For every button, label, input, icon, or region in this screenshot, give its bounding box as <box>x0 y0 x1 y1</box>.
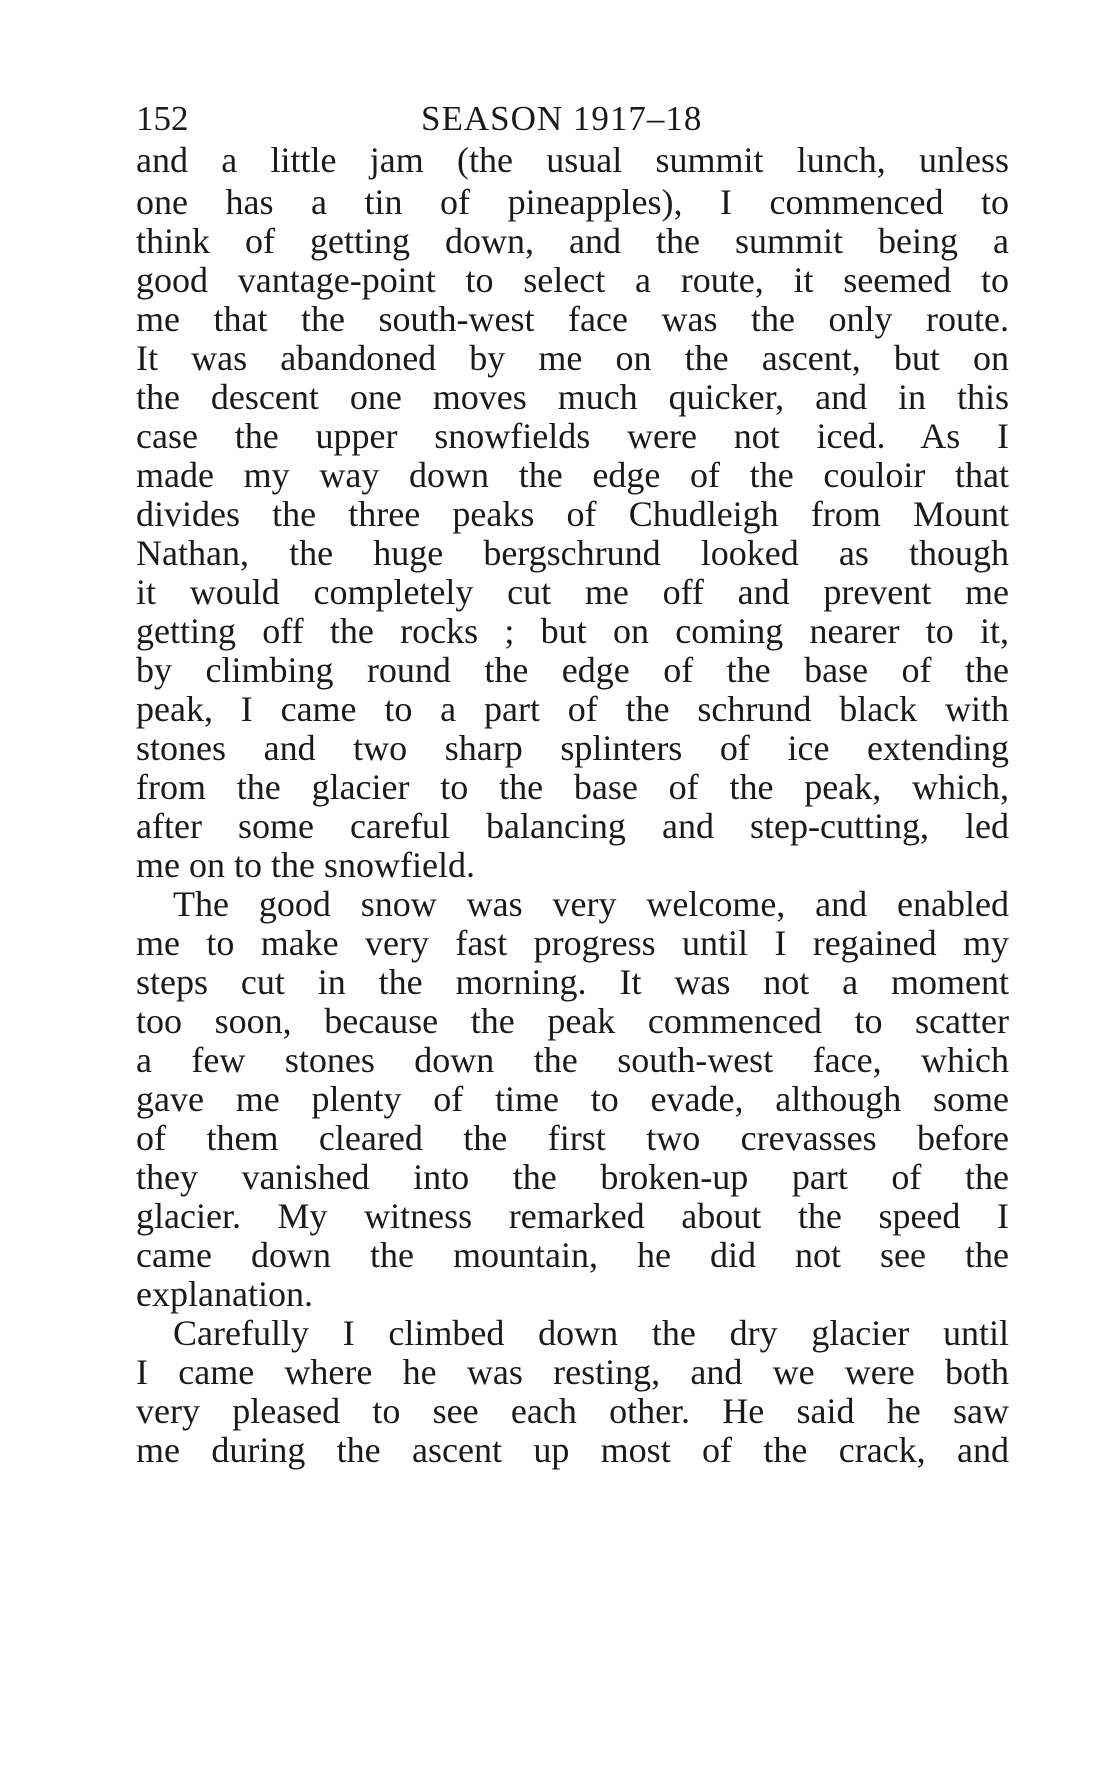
text-line: explanation. <box>136 1274 313 1314</box>
text-line-paragraph-start: The good snow was very welcome, and enabled <box>173 884 1009 924</box>
text-line: a few stones down the south-west face, which <box>136 1040 1009 1080</box>
text-line: good vantage-point to select a route, it seemed to <box>136 260 1009 300</box>
text-line: I came where he was resting, and we were both <box>136 1352 1009 1392</box>
text-line: me on to the snowfield. <box>136 845 475 885</box>
running-head: SEASON 1917–18 <box>421 99 703 138</box>
text-line: gave me plenty of time to evade, although some <box>136 1079 1009 1119</box>
text-line: by climbing round the edge of the base of the <box>136 650 1009 690</box>
text-line: glacier. My witness remarked about the speed I <box>136 1196 1009 1236</box>
text-line: of them cleared the first two crevasses before <box>136 1118 1009 1158</box>
text-line: Nathan, the huge bergschrund looked as though <box>136 533 1009 573</box>
text-line: from the glacier to the base of the peak, which, <box>136 767 1009 807</box>
text-line: me during the ascent up most of the crack, and <box>136 1430 1009 1470</box>
text-line: peak, I came to a part of the schrund black with <box>136 689 1009 729</box>
text-line-paragraph-start: Carefully I climbed down the dry glacier until <box>173 1313 1009 1353</box>
text-line: case the upper snowfields were not iced. As I <box>136 416 1009 456</box>
text-line: they vanished into the broken-up part of the <box>136 1157 1009 1197</box>
page-header <box>136 95 1016 143</box>
page-number: 152 <box>136 99 189 138</box>
text-line: It was abandoned by me on the ascent, but on <box>136 338 1009 378</box>
text-line: me that the south-west face was the only route. <box>136 299 1009 339</box>
text-line: it would completely cut me off and prevent me <box>136 572 1009 612</box>
text-line: steps cut in the morning. It was not a moment <box>136 962 1009 1002</box>
text-line: divides the three peaks of Chudleigh from Mount <box>136 494 1009 534</box>
text-line: me to make very fast progress until I regained my <box>136 923 1009 963</box>
text-line: and a little jam (the usual summit lunch, unless <box>136 140 1009 180</box>
text-line: getting off the rocks ; but on coming nearer to it, <box>136 611 1009 651</box>
text-line: very pleased to see each other. He said he saw <box>136 1391 1009 1431</box>
text-line: made my way down the edge of the couloir that <box>136 455 1009 495</box>
text-line: came down the mountain, he did not see the <box>136 1235 1009 1275</box>
text-line: stones and two sharp splinters of ice extending <box>136 728 1009 768</box>
text-line: think of getting down, and the summit being a <box>136 221 1009 261</box>
text-line: too soon, because the peak commenced to scatter <box>136 1001 1009 1041</box>
text-line: after some careful balancing and step-cutting, led <box>136 806 1009 846</box>
text-line: one has a tin of pineapples), I commenced to <box>136 182 1009 222</box>
text-line: the descent one moves much quicker, and in this <box>136 377 1009 417</box>
